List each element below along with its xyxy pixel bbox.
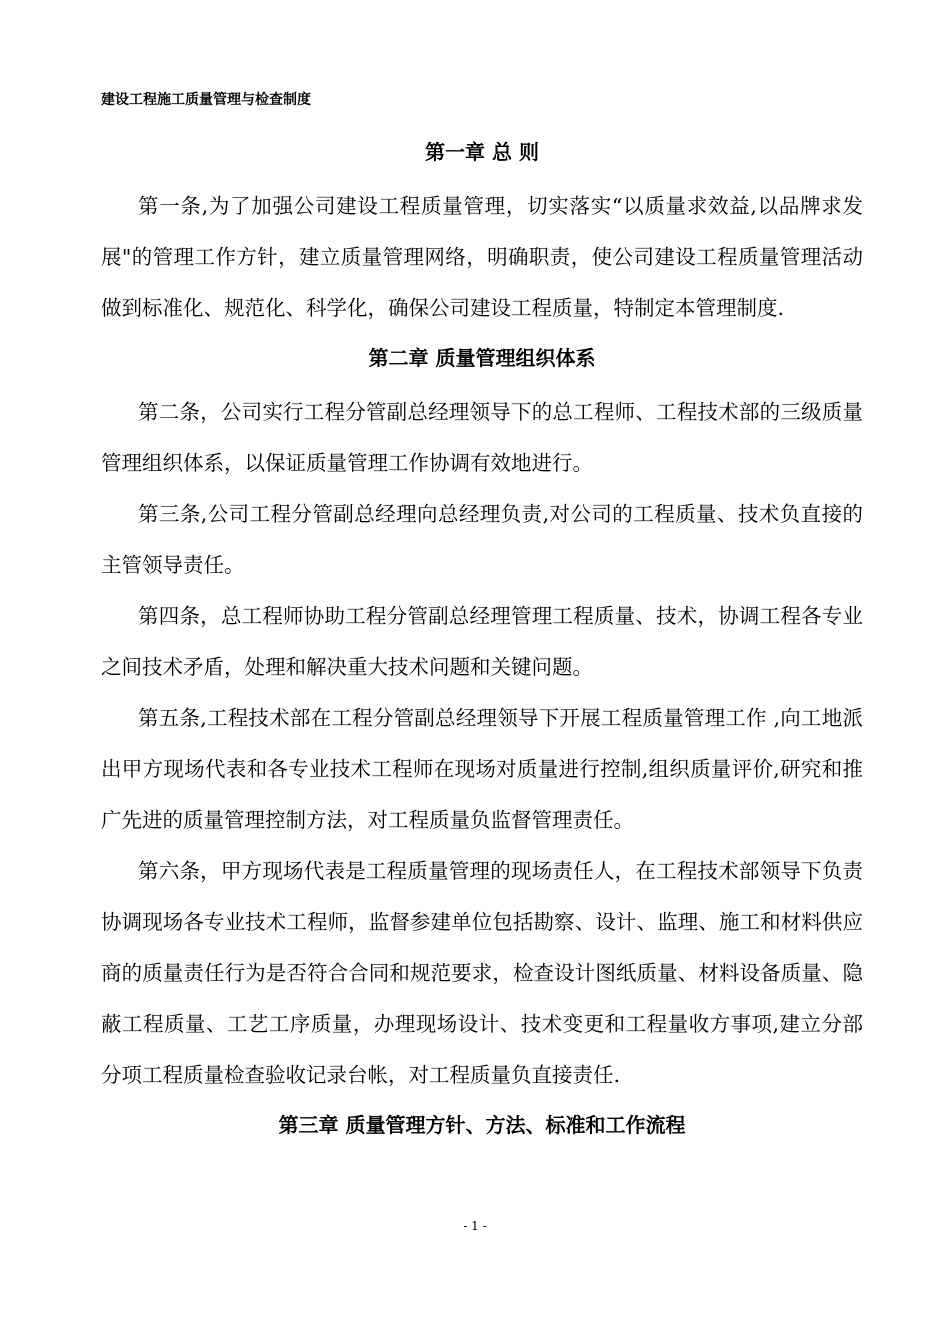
page-number: - 1 - xyxy=(463,1219,487,1233)
article-paragraph: 第二条，公司实行工程分管副总经理领导下的总工程师、工程技术部的三级质量管理组织体系，以保证质量管理工作协调有效地进行。 xyxy=(101,400,863,475)
article-paragraph: 第六条，甲方现场代表是工程质量管理的现场责任人，在工程技术部领导下负责协调现场各专业技术工程师，监督参建单位包括勘察、设计、监理、施工和材料供应商的质量责任行为是否符合合同和规范要求，检查设计图纸质量、材料设备质量、隐蔽工程质量、工艺工序质量，办理现场设计、技术变更和工程量收方事项,建立分部分项工程质量检查验收记录台帐，对工程质量负直接责任. xyxy=(101,859,863,1087)
chapter-title: 第三章 质量管理方针、方法、标准和工作流程 xyxy=(278,1113,686,1137)
article-paragraph: 第四条，总工程师协助工程分管副总经理管理工程质量、技术，协调工程各专业之间技术矛盾，处理和解决重大技术问题和关键问题。 xyxy=(101,604,863,679)
chapter-title: 第二章 质量管理组织体系 xyxy=(368,346,596,370)
article-paragraph: 第三条,公司工程分管副总经理向总经理负责,对公司的工程质量、技术负直接的主管领导责任。 xyxy=(101,502,863,577)
article-paragraph: 第五条,工程技术部在工程分管副总经理领导下开展工程质量管理工作 ,向工地派出甲方现场代表和各专业技术工程师在现场对质量进行控制,组织质量评价,研究和推广先进的质量管理控制方法，对工程质量负监督管理责任。 xyxy=(101,706,863,832)
article-paragraph: 第一条,为了加强公司建设工程质量管理，切实落实“以质量求效益,以品牌求发展"的管理工作方针，建立质量管理网络，明确职责，使公司建设工程质量管理活动做到标准化、规范化、科学化，确保公司建设工程质量，特制定本管理制度. xyxy=(101,194,863,320)
chapter-title: 第一章 总 则 xyxy=(425,140,539,164)
document-header: 建设工程施工质量管理与检查制度 xyxy=(101,92,311,108)
document-body xyxy=(101,128,863,1154)
